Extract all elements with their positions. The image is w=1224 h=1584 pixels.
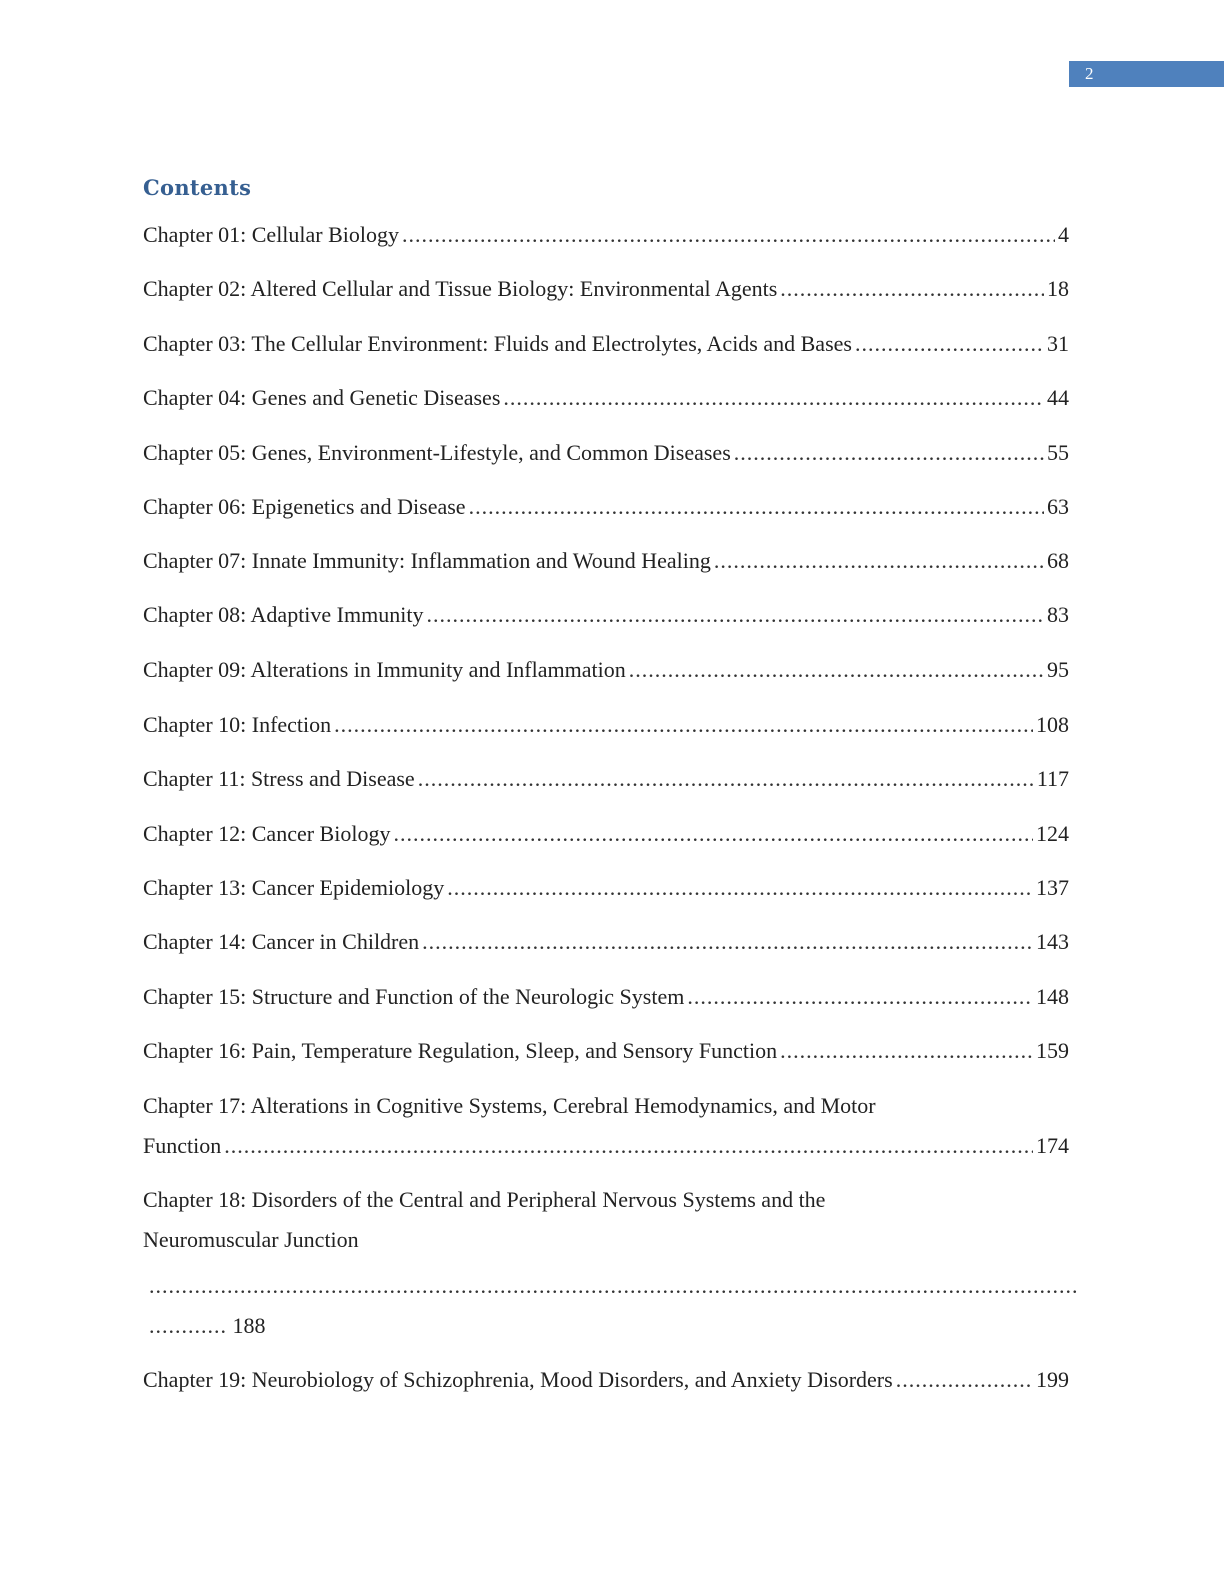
toc-entry-05[interactable]: [143, 433, 1069, 473]
toc-entry-04[interactable]: [143, 378, 1069, 418]
dot-leader: [855, 324, 1044, 364]
dot-leader: [393, 814, 1033, 854]
toc-title: Chapter 11: Stress and Disease: [143, 766, 415, 791]
toc-entry-16[interactable]: [143, 1031, 1069, 1071]
toc-entry-09[interactable]: [143, 650, 1069, 690]
toc-title: Chapter 10: Infection: [143, 712, 332, 737]
toc-entry-08[interactable]: [143, 595, 1069, 635]
toc-entry-18-page-line: [149, 1306, 266, 1346]
toc-title: Chapter 04: Genes and Genetic Diseases: [143, 385, 501, 410]
dot-leader: [149, 1266, 1079, 1306]
dot-leader: [418, 759, 1034, 799]
toc-entry-14[interactable]: [143, 922, 1069, 962]
dot-leader: [714, 541, 1044, 581]
dot-leader: [896, 1360, 1033, 1400]
toc-page-number: 117: [1036, 766, 1069, 791]
toc-page-number: 63: [1047, 494, 1069, 519]
toc-title-continued: Function: [143, 1133, 222, 1158]
toc-title: Chapter 03: The Cellular Environment: Fluids and Electrolytes, Acids and Bases: [143, 331, 852, 356]
toc-page-number: 159: [1036, 1038, 1069, 1063]
dot-leader: [422, 922, 1033, 962]
toc-entry-19[interactable]: [143, 1360, 1069, 1400]
toc-page-number: 148: [1036, 984, 1069, 1009]
toc-page-number: 44: [1047, 385, 1069, 410]
toc-title: Chapter 18: Disorders of the Central and Peripheral Nervous Systems and the: [143, 1187, 826, 1212]
toc-title: Chapter 01: Cellular Biology: [143, 222, 400, 247]
toc-title: Chapter 15: Structure and Function of the Neurologic System: [143, 984, 685, 1009]
toc-entry-02[interactable]: [143, 269, 1069, 309]
toc-page-number: 68: [1047, 548, 1069, 573]
toc-title: Chapter 16: Pain, Temperature Regulation, Sleep, and Sensory Function: [143, 1038, 778, 1063]
toc-title-continued: Neuromuscular Junction: [143, 1227, 359, 1252]
toc-title: Chapter 09: Alterations in Immunity and Inflammation: [143, 657, 626, 682]
toc-title: Chapter 12: Cancer Biology: [143, 821, 391, 846]
toc-entry-11[interactable]: [143, 759, 1069, 799]
toc-entry-03[interactable]: [143, 324, 1069, 364]
toc-title: Chapter 06: Epigenetics and Disease: [143, 494, 466, 519]
dot-leader: [224, 1126, 1033, 1166]
contents-heading: Contents: [143, 175, 252, 200]
toc-entry-17[interactable]: [143, 1086, 1069, 1166]
dot-leader: [629, 650, 1044, 690]
toc-title: Chapter 19: Neurobiology of Schizophrenia, Mood Disorders, and Anxiety Disorders: [143, 1367, 893, 1392]
toc-page-number: 124: [1036, 821, 1069, 846]
toc-page-number: 174: [1036, 1133, 1069, 1158]
dot-leader: [780, 1031, 1033, 1071]
dot-leader: [447, 868, 1033, 908]
toc-entry-10[interactable]: [143, 705, 1069, 745]
dot-leader: [402, 215, 1055, 255]
toc-page-number: 55: [1047, 440, 1069, 465]
toc-page-number: 95: [1047, 657, 1069, 682]
dot-leader: [734, 433, 1044, 473]
dot-leader: [780, 269, 1044, 309]
toc-entry-12[interactable]: [143, 814, 1069, 854]
toc-page-number: 18: [1047, 276, 1069, 301]
toc-title: Chapter 08: Adaptive Immunity: [143, 602, 424, 627]
toc-title: Chapter 17: Alterations in Cognitive Systems, Cerebral Hemodynamics, and Motor: [143, 1093, 876, 1118]
dot-leader: ............: [149, 1313, 227, 1338]
toc-page-number: 4: [1058, 222, 1069, 247]
toc-page-number: 188: [232, 1313, 266, 1338]
toc-entry-07[interactable]: [143, 541, 1069, 581]
toc-entry-15[interactable]: [143, 977, 1069, 1017]
toc-entry-13[interactable]: [143, 868, 1069, 908]
toc-page-number: 137: [1036, 875, 1069, 900]
dot-leader: [469, 487, 1044, 527]
toc-title: Chapter 14: Cancer in Children: [143, 929, 420, 954]
toc-page-number: 199: [1036, 1367, 1069, 1392]
toc-page-number: 108: [1036, 712, 1069, 737]
toc-title: Chapter 07: Innate Immunity: Inflammation and Wound Healing: [143, 548, 711, 573]
toc-title: Chapter 02: Altered Cellular and Tissue Biology: Environmental Agents: [143, 276, 778, 301]
dot-leader: [334, 705, 1033, 745]
dot-leader: [687, 977, 1033, 1017]
toc-title: Chapter 05: Genes, Environment-Lifestyle, and Common Diseases: [143, 440, 731, 465]
page-number: 2: [1085, 64, 1094, 83]
toc-page-number: 31: [1047, 331, 1069, 356]
page-number-tab: [1069, 61, 1224, 87]
toc-page-number: 83: [1047, 602, 1069, 627]
dot-leader: [503, 378, 1044, 418]
toc-entry-18[interactable]: [143, 1180, 1069, 1260]
toc-title: Chapter 13: Cancer Epidemiology: [143, 875, 445, 900]
toc-entry-06[interactable]: [143, 487, 1069, 527]
toc-page-number: 143: [1036, 929, 1069, 954]
toc-entry-01[interactable]: [143, 215, 1069, 255]
dot-leader: [426, 595, 1044, 635]
